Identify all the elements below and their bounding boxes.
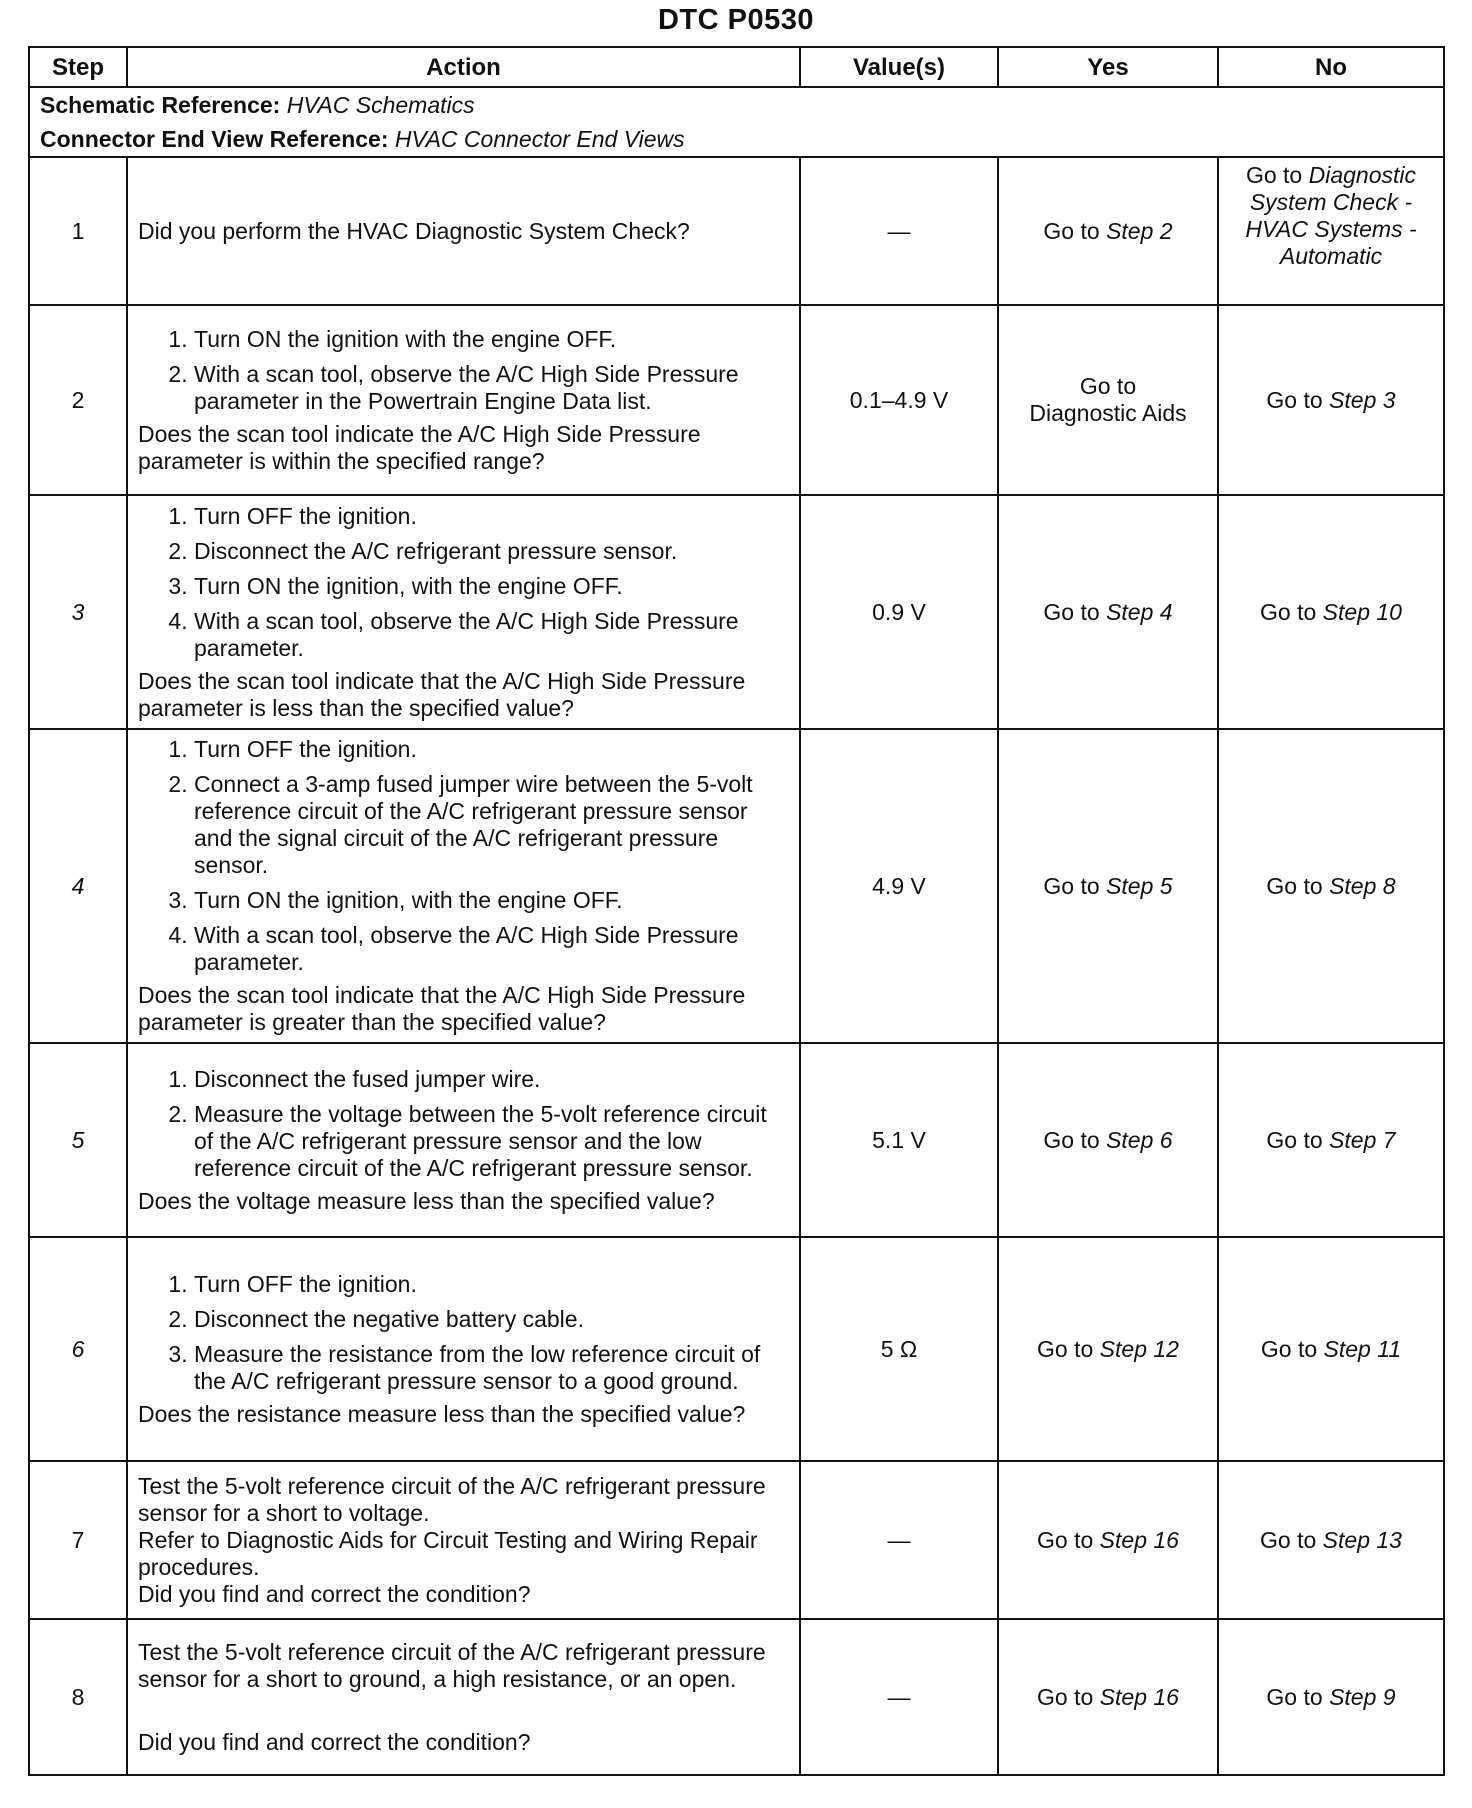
step-number: 4 [29, 729, 127, 1043]
table-row [29, 157, 1444, 305]
step-number: 3 [29, 495, 127, 729]
list-item: 4. With a scan tool, observe the A/C High Side Pressure parameter. [194, 922, 789, 976]
action-cell [127, 157, 800, 305]
value-cell: 5 Ω [800, 1237, 998, 1461]
step-number: 6 [29, 1237, 127, 1461]
action-question: Does the scan tool indicate the A/C High Side Pressure parameter is within the specified range? [138, 420, 701, 474]
header-no: No [1218, 47, 1444, 87]
yes-cell: Go to Step 5 [998, 729, 1218, 1043]
yes-cell: Go to Step 2 [998, 157, 1218, 305]
page-title: DTC P0530 [657, 4, 814, 36]
list-item: 3. Turn ON the ignition, with the engine OFF. [194, 887, 789, 914]
action-text: Refer to Diagnostic Aids for Circuit Testing and Wiring Repair procedures. [138, 1526, 758, 1580]
step-number: 7 [29, 1461, 127, 1619]
schematic-reference: Schematic Reference: HVAC Schematics [40, 92, 475, 118]
value-cell: 5.1 V [800, 1043, 998, 1237]
step-number: 1 [29, 157, 127, 305]
table-row [29, 1237, 1444, 1461]
value-cell: 4.9 V [800, 729, 998, 1043]
yes-cell: Go to Step 4 [998, 495, 1218, 729]
action-question: Did you find and correct the condition? [138, 1728, 531, 1755]
action-question: Does the scan tool indicate that the A/C High Side Pressure parameter is less than the specified value? [138, 667, 746, 721]
yes-cell: Go to Step 6 [998, 1043, 1218, 1237]
reference-cell [29, 87, 1444, 157]
table-row [29, 1461, 1444, 1619]
no-cell: Go to Step 9 [1218, 1619, 1444, 1775]
no-cell: Go to Step 10 [1218, 495, 1444, 729]
list-item: 2. Disconnect the negative battery cable. [194, 1306, 789, 1333]
value-cell: — [800, 1461, 998, 1619]
action-cell [127, 1461, 800, 1619]
list-item: 2. Disconnect the A/C refrigerant pressure sensor. [194, 538, 789, 565]
diagnostic-table [28, 46, 1445, 1776]
action-cell [127, 495, 800, 729]
action-list [138, 326, 789, 415]
no-cell: Go to Step 11 [1218, 1237, 1444, 1461]
list-item: 1. Disconnect the fused jumper wire. [194, 1066, 789, 1093]
action-list [138, 736, 789, 976]
list-item: 4. With a scan tool, observe the A/C High Side Pressure parameter. [194, 608, 789, 662]
list-item: 2. With a scan tool, observe the A/C High Side Pressure parameter in the Powertrain Engine Data list. [194, 361, 789, 415]
header-action: Action [127, 47, 800, 87]
value-cell: — [800, 157, 998, 305]
header-value: Value(s) [800, 47, 998, 87]
yes-cell: Go to Diagnostic Aids [998, 305, 1218, 495]
table-row [29, 305, 1444, 495]
no-cell: Go to Step 8 [1218, 729, 1444, 1043]
no-cell: Go to Step 3 [1218, 305, 1444, 495]
action-list [138, 1066, 789, 1182]
list-item: 2. Measure the voltage between the 5-volt reference circuit of the A/C refrigerant pressure sensor and the low reference circuit of the A/C refrigerant pressure sensor. [194, 1101, 789, 1182]
action-question: Does the voltage measure less than the specified value? [138, 1187, 715, 1214]
step-number: 5 [29, 1043, 127, 1237]
action-cell [127, 1237, 800, 1461]
action-list [138, 1271, 789, 1395]
no-cell: Go to Diagnostic System Check - HVAC Systems - Automatic [1218, 157, 1444, 305]
action-list [138, 503, 789, 662]
action-question: Does the scan tool indicate that the A/C High Side Pressure parameter is greater than the specified value? [138, 982, 746, 1035]
table-row [29, 1619, 1444, 1775]
action-text: Test the 5-volt reference circuit of the A/C refrigerant pressure sensor for a short to ground, a high resistance, or an open. [138, 1638, 766, 1692]
list-item: 3. Turn ON the ignition, with the engine OFF. [194, 573, 789, 600]
action-cell [127, 305, 800, 495]
reference-row [29, 87, 1444, 157]
action-cell [127, 1619, 800, 1775]
table-row [29, 495, 1444, 729]
yes-cell: Go to Step 16 [998, 1619, 1218, 1775]
table-row [29, 1043, 1444, 1237]
list-item: 1. Turn OFF the ignition. [194, 1271, 789, 1298]
step-number: 2 [29, 305, 127, 495]
action-cell [127, 729, 800, 1043]
no-cell: Go to Step 7 [1218, 1043, 1444, 1237]
header-yes: Yes [998, 47, 1218, 87]
value-cell: 0.1–4.9 V [800, 305, 998, 495]
list-item: 1. Turn OFF the ignition. [194, 503, 789, 530]
action-question: Did you find and correct the condition? [138, 1580, 531, 1607]
list-item: 1. Turn ON the ignition with the engine OFF. [194, 326, 789, 353]
list-item: 2. Connect a 3-amp fused jumper wire between the 5-volt reference circuit of the A/C refrigerant pressure sensor and the signal circuit of the A/C refrigerant pressure sensor. [194, 771, 789, 879]
action-text: Test the 5-volt reference circuit of the A/C refrigerant pressure sensor for a short to voltage. [138, 1472, 766, 1526]
action-question: Did you perform the HVAC Diagnostic System Check? [138, 217, 690, 244]
yes-cell: Go to Step 16 [998, 1461, 1218, 1619]
table-row [29, 729, 1444, 1043]
no-cell: Go to Step 13 [1218, 1461, 1444, 1619]
header-row [29, 47, 1444, 87]
connector-reference: Connector End View Reference: HVAC Connector End Views [40, 126, 685, 152]
list-item: 3. Measure the resistance from the low reference circuit of the A/C refrigerant pressure sensor to a good ground. [194, 1341, 789, 1395]
value-cell: 0.9 V [800, 495, 998, 729]
yes-cell: Go to Step 12 [998, 1237, 1218, 1461]
action-question: Does the resistance measure less than the specified value? [138, 1400, 746, 1427]
action-cell [127, 1043, 800, 1237]
value-cell: — [800, 1619, 998, 1775]
step-number: 8 [29, 1619, 127, 1775]
list-item: 1. Turn OFF the ignition. [194, 736, 789, 763]
header-step: Step [29, 47, 127, 87]
